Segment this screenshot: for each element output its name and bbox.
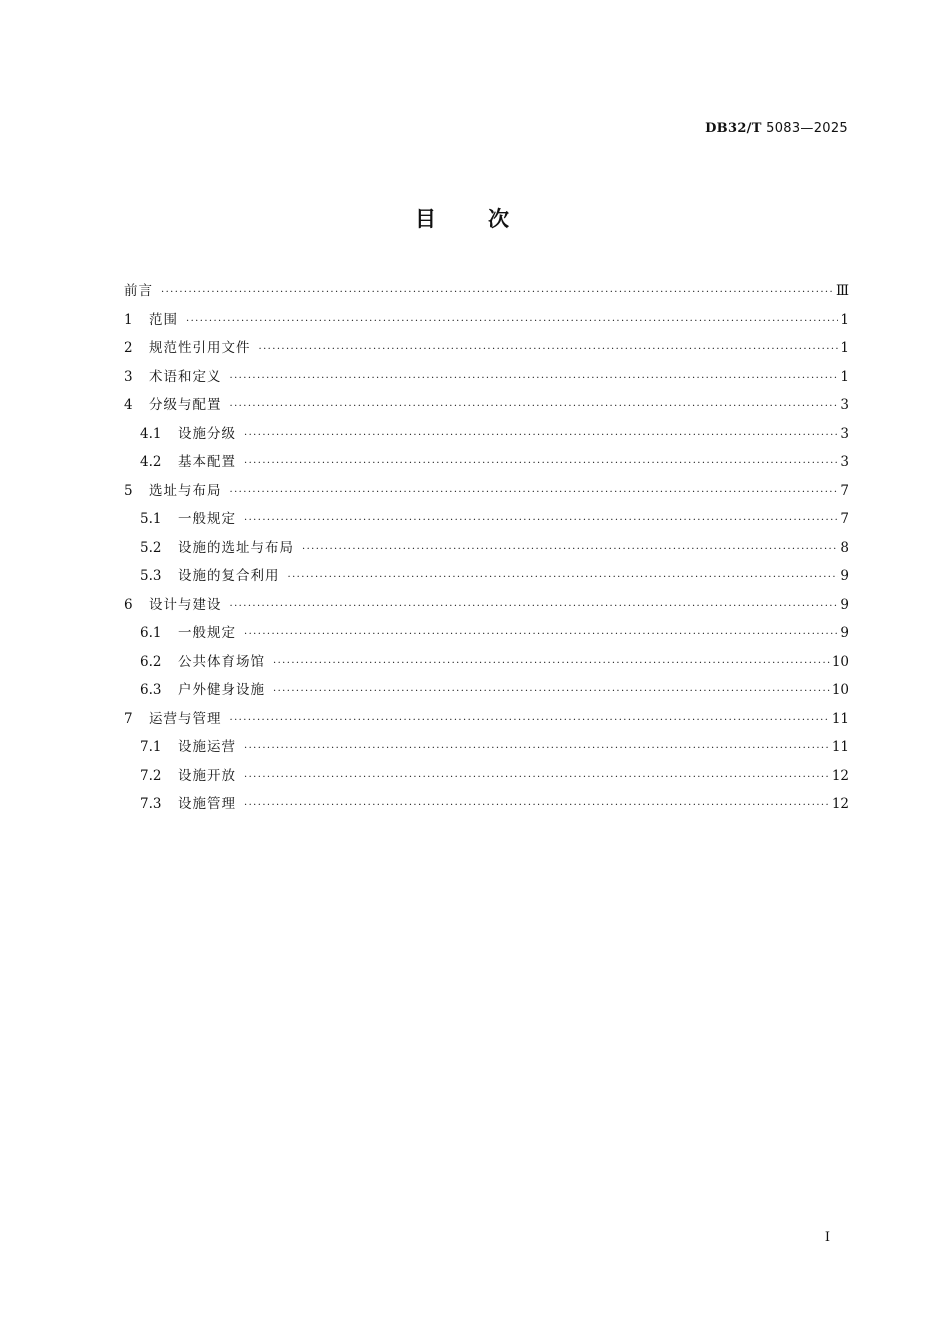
toc-dot-leader [273,678,830,707]
toc-dot-leader [230,393,839,422]
toc-entry-number: 6.2 [140,653,162,670]
toc-title: 目次 [415,207,561,231]
toc-entry[interactable] [124,277,849,306]
toc-entry[interactable] [124,477,849,506]
toc-entry-page: 10 [831,653,849,670]
toc-entry-label: 范围 [149,311,178,328]
toc-entry-label: 规范性引用文件 [149,340,251,356]
toc-entry[interactable] [124,505,849,534]
toc-entry-page: Ⅲ [835,283,849,299]
toc-entry[interactable] [124,391,849,420]
toc-entry-label: 一般规定 [178,625,236,641]
toc-entry[interactable] [124,420,849,449]
toc-entry-page: 1 [840,340,849,356]
toc-entry-page: 10 [831,682,849,698]
toc-entry-number: 7 [124,710,133,727]
toc-entry-page: 9 [840,625,849,641]
toc-entry-label: 设施运营 [178,739,236,755]
toc-entry-page: 3 [840,454,849,470]
toc-dot-leader [244,764,830,793]
toc-entry[interactable] [124,334,849,363]
toc-entry-number: 5 [124,482,133,499]
toc-dot-leader [244,450,838,479]
toc-entry-number: 7.2 [140,767,162,784]
document-code-prefix: DB32/T [705,121,762,136]
toc-entry-page: 1 [840,311,849,328]
toc-entry-page: 9 [840,568,849,584]
toc-dot-leader [273,650,830,679]
toc-dot-leader [244,422,838,451]
toc-dot-leader [230,707,830,736]
toc-dot-leader [230,479,839,508]
toc-entry-number: 7.1 [140,739,162,755]
toc-entry[interactable] [124,705,849,734]
toc-entry-number: 4 [124,397,133,413]
toc-dot-leader [161,279,834,308]
table-of-contents [124,277,849,819]
document-code [705,121,848,136]
toc-entry[interactable] [124,648,849,677]
toc-entry-number: 5.2 [140,539,162,556]
toc-entry-page: 7 [840,511,849,527]
toc-entry-label: 设施分级 [178,425,236,442]
toc-entry-label: 户外健身设施 [178,682,265,698]
toc-entry-page: 8 [840,539,849,556]
toc-entry[interactable] [124,591,849,620]
toc-entry-page: 1 [840,368,849,385]
toc-entry-label: 公共体育场馆 [178,653,265,670]
toc-dot-leader [244,735,830,764]
toc-dot-leader [259,336,839,365]
toc-dot-leader [186,308,838,337]
toc-entry-label: 分级与配置 [149,397,222,413]
toc-entry-label: 设施的选址与布局 [178,539,294,556]
toc-entry-page: 12 [831,796,849,812]
toc-entry-number: 4.1 [140,425,162,442]
toc-entry[interactable] [124,448,849,477]
toc-entry-page: 11 [831,739,849,755]
toc-entry-label: 选址与布局 [149,482,222,499]
toc-entry[interactable] [124,306,849,335]
toc-entry-number: 6.1 [140,625,162,641]
toc-entry[interactable] [124,562,849,591]
toc-entry[interactable] [124,363,849,392]
toc-dot-leader [302,536,838,565]
toc-entry-label: 前言 [124,283,153,299]
toc-dot-leader [244,507,838,536]
toc-entry-page: 3 [840,397,849,413]
toc-entry-number: 6.3 [140,682,162,698]
toc-entry-label: 基本配置 [178,454,236,470]
toc-entry[interactable] [124,619,849,648]
toc-dot-leader [244,621,838,650]
toc-entry-label: 设计与建设 [149,596,222,613]
toc-entry[interactable] [124,790,849,819]
toc-entry[interactable] [124,733,849,762]
toc-entry[interactable] [124,534,849,563]
toc-entry-number: 4.2 [140,454,162,470]
toc-entry-number: 5.1 [140,511,162,527]
toc-entry-page: 3 [840,425,849,442]
toc-entry[interactable] [124,676,849,705]
toc-entry-number: 6 [124,596,133,613]
toc-dot-leader [288,564,839,593]
toc-entry-label: 设施的复合利用 [178,568,280,584]
toc-entry-number: 7.3 [140,796,162,812]
toc-entry-page: 7 [840,482,849,499]
toc-entry[interactable] [124,762,849,791]
toc-dot-leader [244,792,830,821]
toc-entry-label: 设施开放 [178,767,236,784]
toc-entry-number: 1 [124,311,133,328]
footer-page-number: I [824,1230,830,1245]
toc-entry-number: 5.3 [140,568,162,584]
toc-entry-page: 11 [831,710,849,727]
toc-entry-number: 2 [124,340,133,356]
toc-dot-leader [230,365,839,394]
toc-entry-label: 一般规定 [178,511,236,527]
toc-entry-label: 运营与管理 [149,710,222,727]
toc-entry-label: 术语和定义 [149,368,222,385]
document-code-number: 5083—2025 [766,121,848,136]
toc-entry-number: 3 [124,368,133,385]
toc-dot-leader [230,593,839,622]
toc-entry-page: 12 [831,767,849,784]
toc-entry-page: 9 [840,596,849,613]
toc-entry-label: 设施管理 [178,796,236,812]
